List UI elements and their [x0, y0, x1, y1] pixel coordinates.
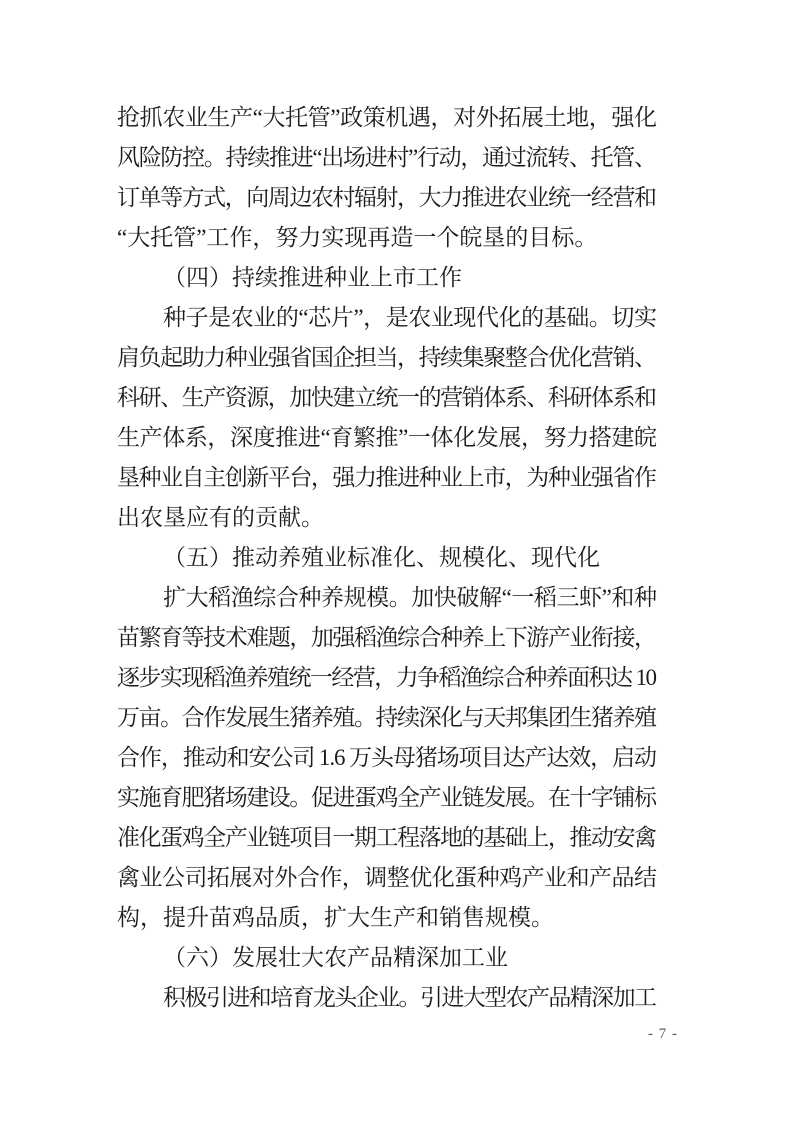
text-line-content: 构，提升苗鸡品质，扩大生产和销售规模。	[117, 905, 554, 930]
text-line-content: （四）持续推进种业上市工作	[163, 265, 462, 290]
text-line-content: 扩大稻渔综合种养规模。加快破解“一稻三虾”和种	[163, 585, 657, 610]
body-text-line	[117, 98, 657, 138]
body-text-line	[117, 818, 657, 858]
body-text-line	[117, 778, 657, 818]
section-heading-line	[117, 258, 657, 298]
text-line-content: 风险防控。持续推进“出场进村”行动，通过流转、托管、	[117, 145, 656, 170]
text-line-content: 实施育肥猪场建设。促进蛋鸡全产业链发展。在十字铺标	[117, 785, 656, 810]
body-text-line	[117, 218, 657, 258]
text-line-content: 禽业公司拓展对外合作，调整优化蛋种鸡产业和产品结	[117, 865, 657, 890]
text-line-content: 垦种业自主创新平台，强力推进种业上市，为种业强省作	[117, 465, 656, 490]
text-line-content: 万亩。合作发展生猪养殖。持续深化与天邦集团生猪养殖	[117, 705, 656, 730]
text-line-content: 合作，推动和安公司 1.6 万头母猪场项目达产达效，启动	[117, 745, 656, 770]
body-text-line	[117, 618, 657, 658]
body-text-line	[117, 498, 657, 538]
section-heading-line	[117, 538, 657, 578]
body-text-line	[117, 898, 657, 938]
text-line-content: 出农垦应有的贡献。	[117, 505, 324, 530]
body-text-line	[117, 298, 657, 338]
page-number: - 7 -	[648, 1026, 678, 1042]
body-text-line	[117, 978, 657, 1018]
text-line-content: 准化蛋鸡全产业链项目一期工程落地的基础上，推动安禽	[117, 825, 656, 850]
text-line-content: 抢抓农业生产“大托管”政策机遇，对外拓展土地，强化	[117, 105, 657, 130]
body-text-line	[117, 698, 657, 738]
text-line-content: 生产体系，深度推进“育繁推”一体化发展，努力搭建皖	[117, 425, 657, 450]
section-heading-line	[117, 938, 657, 978]
body-text-line	[117, 418, 657, 458]
text-line-content: 积极引进和培育龙头企业。引进大型农产品精深加工	[163, 985, 656, 1010]
body-text-line	[117, 178, 657, 218]
body-text-line	[117, 458, 657, 498]
body-text-line	[117, 738, 657, 778]
body-text-line	[117, 138, 657, 178]
text-line-content: 科研、生产资源，加快建立统一的营销体系、科研体系和	[117, 385, 656, 410]
text-line-content: “大托管”工作，努力实现再造一个皖垦的目标。	[117, 225, 598, 250]
text-line-content: （六）发展壮大农产品精深加工业	[163, 945, 508, 970]
body-text-line	[117, 858, 657, 898]
body-text-line	[117, 338, 657, 378]
body-text-line	[117, 378, 657, 418]
text-line-content: （五）推动养殖业标准化、规模化、现代化	[163, 545, 600, 570]
text-line-content: 苗繁育等技术难题，加强稻渔综合种养上下游产业衔接，	[117, 625, 656, 650]
document-body	[117, 98, 657, 1018]
text-line-content: 肩负起助力种业强省国企担当，持续集聚整合优化营销、	[117, 345, 656, 370]
body-text-line	[117, 578, 657, 618]
body-text-line	[117, 658, 657, 698]
text-line-content: 种子是农业的“芯片”，是农业现代化的基础。切实	[163, 305, 657, 330]
text-line-content: 逐步实现稻渔养殖统一经营，力争稻渔综合种养面积达 10	[117, 665, 656, 690]
text-line-content: 订单等方式，向周边农村辐射，大力推进农业统一经营和	[117, 185, 656, 210]
